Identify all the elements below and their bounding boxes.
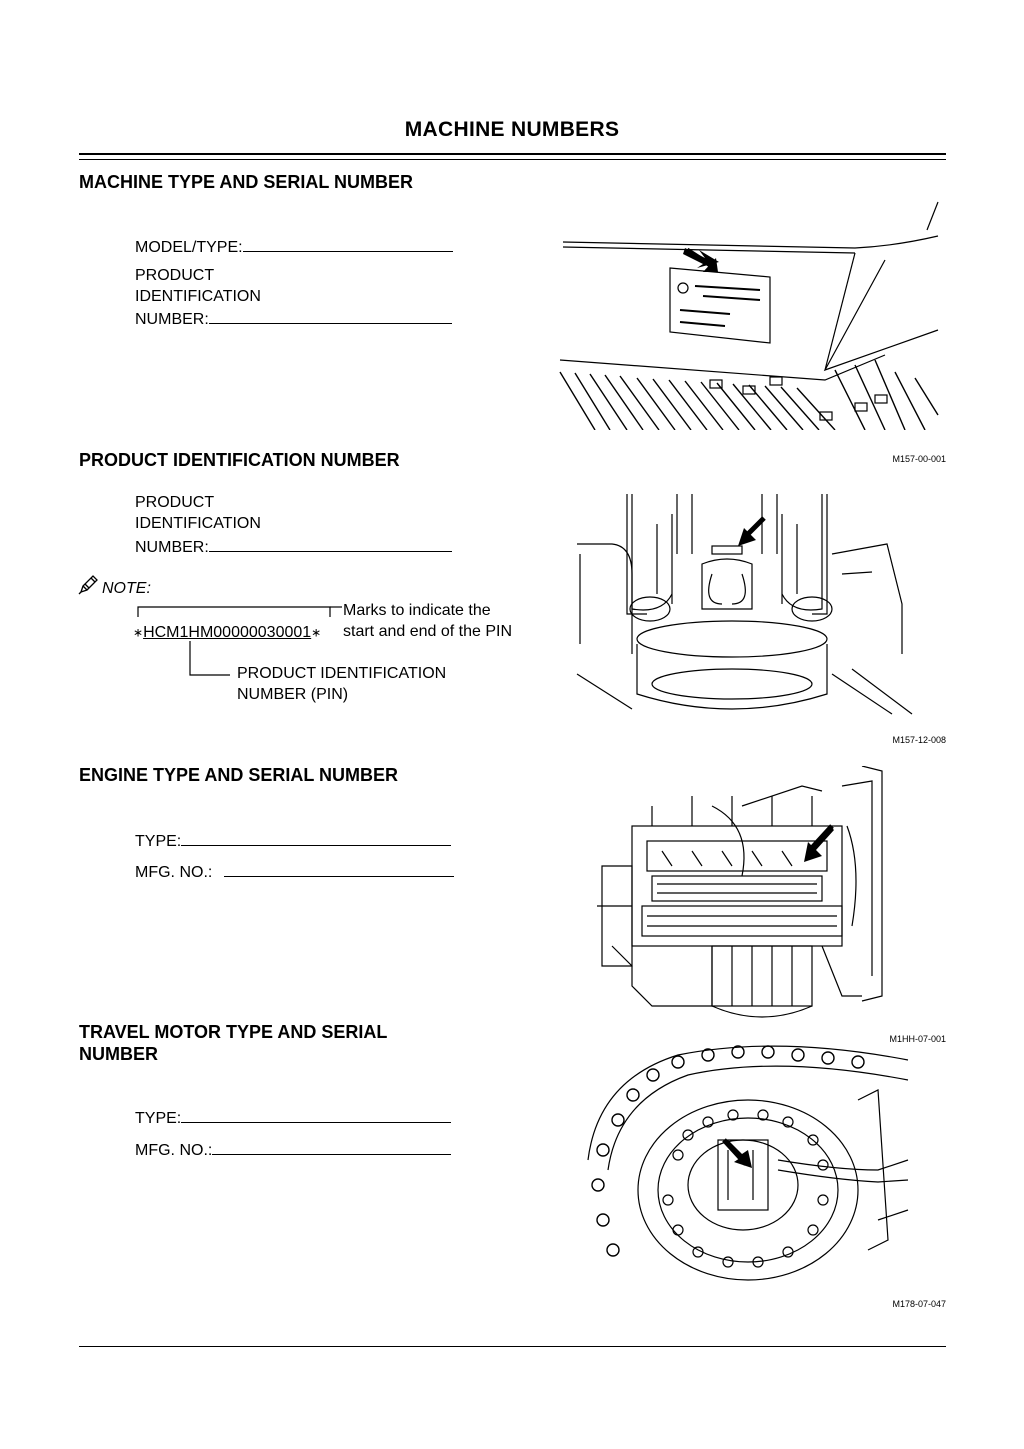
pin-name-2: NUMBER (PIN) — [237, 686, 349, 703]
travel-type-blank[interactable] — [181, 1106, 451, 1123]
title-rule-thin — [79, 159, 946, 160]
machine-pin-label-3: NUMBER: — [135, 311, 209, 328]
travel-mfg-label: MFG. NO.: — [135, 1142, 213, 1159]
footer-rule — [79, 1346, 946, 1347]
figure-code-travel: M178-07-047 — [892, 1299, 946, 1309]
machine-pin-blank[interactable] — [209, 307, 452, 324]
section-heading-engine: ENGINE TYPE AND SERIAL NUMBER — [79, 765, 399, 785]
figure-code-machine: M157-00-001 — [892, 454, 946, 464]
pin-end-mark: ∗ — [311, 625, 322, 640]
pin-label-3: NUMBER: — [135, 539, 209, 556]
pin-name-1: PRODUCT IDENTIFICATION — [237, 665, 447, 682]
section-heading-travel-1: TRAVEL MOTOR TYPE AND SERIAL — [79, 1022, 388, 1042]
engine-type-blank[interactable] — [181, 829, 451, 846]
note-label: NOTE: — [102, 580, 151, 597]
engine-mfg-label: MFG. NO.: — [135, 864, 213, 881]
section-heading-travel-2: NUMBER — [79, 1044, 158, 1064]
machine-pin-field — [135, 307, 452, 330]
figure-code-engine: M1HH-07-001 — [889, 1034, 946, 1044]
travel-mfg-blank[interactable] — [212, 1138, 451, 1155]
machine-pin-label-2: IDENTIFICATION — [135, 288, 261, 305]
section-heading-pin: PRODUCT IDENTIFICATION NUMBER — [79, 450, 400, 470]
travel-type-label: TYPE: — [135, 1110, 182, 1127]
pin-label-2: IDENTIFICATION — [135, 515, 261, 532]
marks-note-2: start and end of the PIN — [343, 623, 512, 640]
engine-mfg-field — [135, 860, 454, 883]
machine-plate-figure — [555, 200, 945, 430]
pin-blank[interactable] — [209, 535, 452, 552]
travel-type-field — [135, 1106, 451, 1129]
page-title: MACHINE NUMBERS — [404, 118, 620, 141]
model-type-field — [135, 235, 453, 258]
pin-label-1: PRODUCT — [135, 494, 215, 511]
model-type-blank[interactable] — [243, 235, 453, 252]
pin-field — [135, 535, 452, 558]
pin-start-mark: ∗ — [133, 625, 144, 640]
engine-type-label: TYPE: — [135, 833, 182, 850]
engine-type-field — [135, 829, 451, 852]
travel-mfg-field — [135, 1138, 451, 1161]
title-rule-thick — [79, 153, 946, 155]
marks-note-1: Marks to indicate the — [343, 602, 491, 619]
model-type-label: MODEL/TYPE: — [135, 239, 243, 256]
pin-example: HCM1HM00000030001 — [143, 624, 312, 641]
pin-location-figure — [572, 494, 947, 716]
pencil-note-icon — [77, 574, 99, 596]
travel-motor-figure — [578, 1040, 912, 1290]
figure-code-pin: M157-12-008 — [892, 735, 946, 745]
machine-pin-label-1: PRODUCT — [135, 267, 215, 284]
engine-mfg-blank[interactable] — [224, 860, 454, 877]
pin-example-line — [133, 622, 321, 643]
section-heading-machine: MACHINE TYPE AND SERIAL NUMBER — [79, 172, 414, 192]
engine-figure — [592, 766, 910, 1024]
